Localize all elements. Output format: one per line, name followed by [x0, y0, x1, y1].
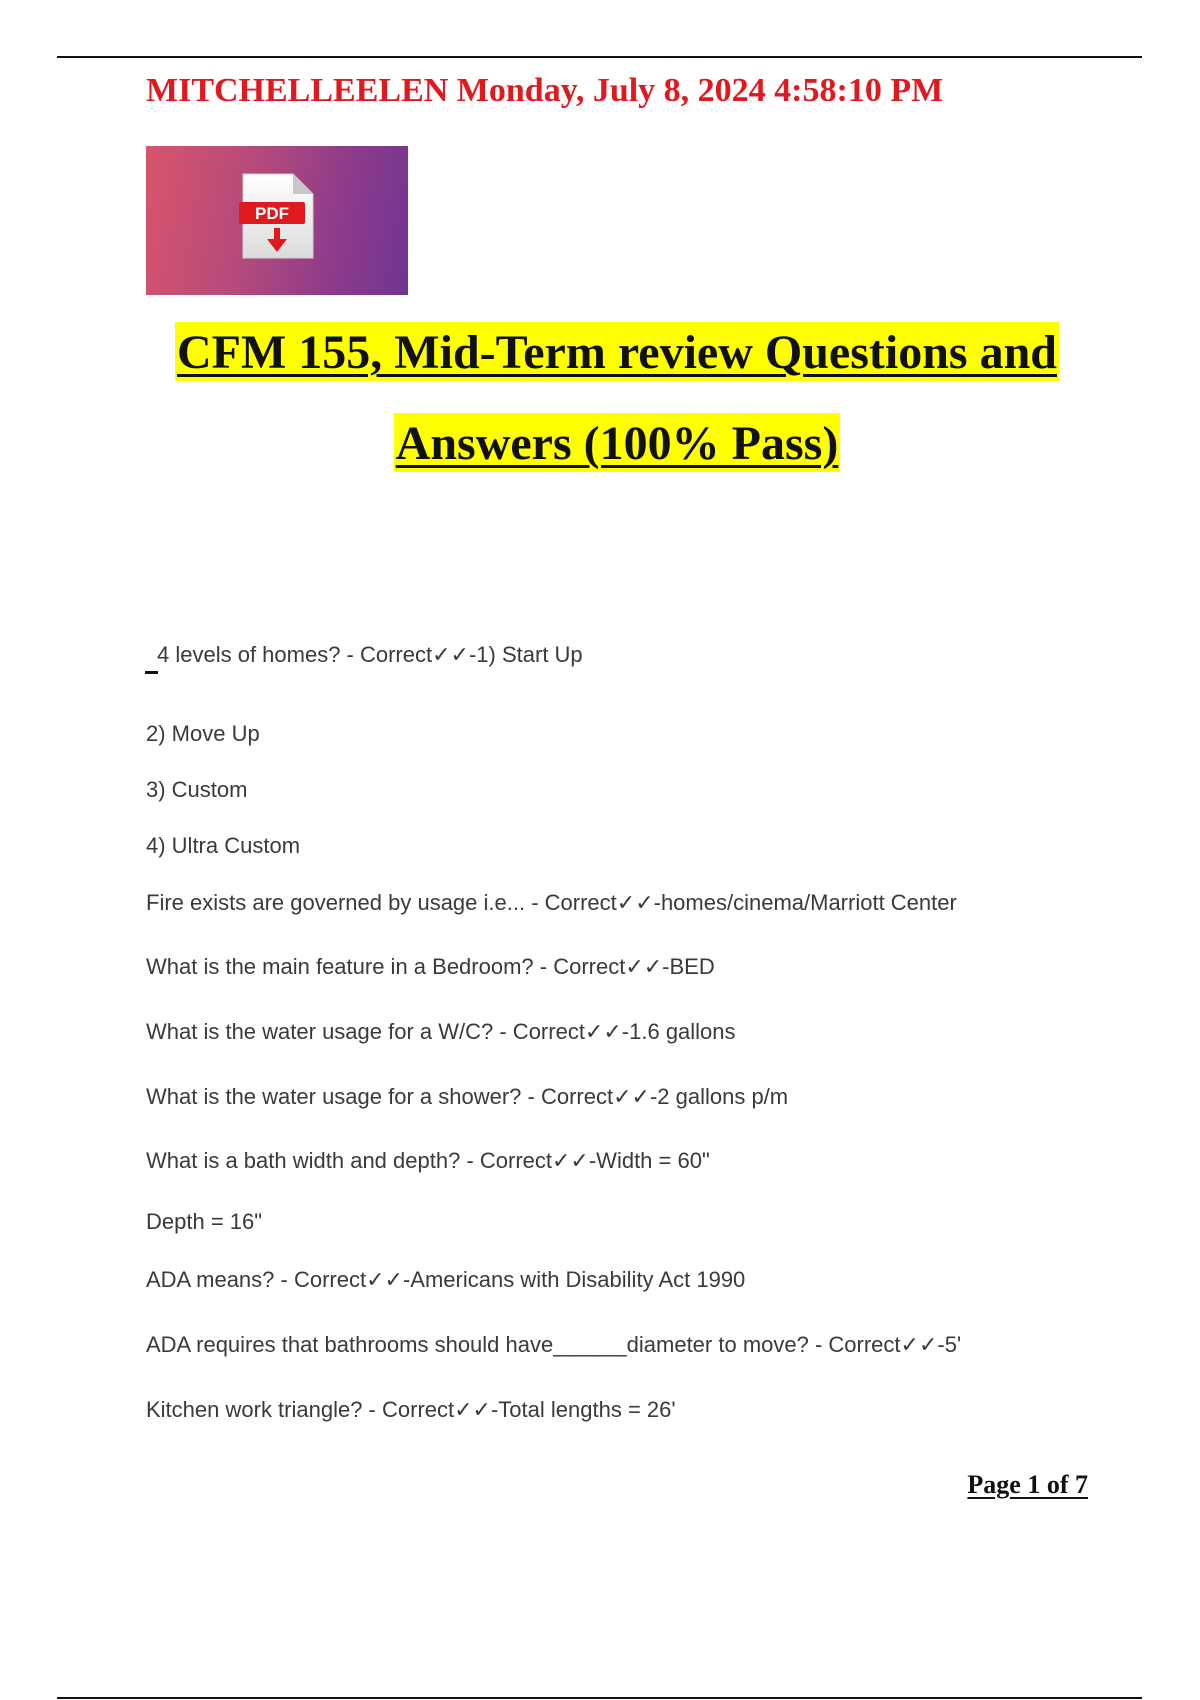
- qa-line: What is the water usage for a shower? - Correct✓✓-2 gallons p/m: [146, 1084, 789, 1109]
- qa-line: Depth = 16": [146, 1209, 263, 1234]
- page-number: Page 1 of 7: [967, 1470, 1088, 1499]
- text-cursor-mark: [145, 671, 158, 674]
- pdf-download-thumbnail[interactable]: [146, 146, 408, 295]
- document-title-line-2: Answers (100% Pass): [17, 420, 1200, 468]
- qa-line: Kitchen work triangle? - Correct✓✓-Total lengths = 26': [146, 1397, 676, 1422]
- qa-line: 2) Move Up: [146, 721, 260, 746]
- qa-line: Fire exists are governed by usage i.e... - Correct✓✓-homes/cinema/Marriott Center: [146, 890, 957, 915]
- header-stamp: MITCHELLEELEN Monday, July 8, 2024 4:58:10 PM: [146, 72, 944, 109]
- qa-line: 4 levels of homes? - Correct✓✓-1) Start Up: [157, 642, 583, 667]
- qa-line: 4) Ultra Custom: [146, 833, 301, 858]
- qa-line: ADA means? - Correct✓✓-Americans with Disability Act 1990: [146, 1267, 746, 1292]
- qa-line: What is the main feature in a Bedroom? - Correct✓✓-BED: [146, 954, 715, 979]
- qa-line: ADA requires that bathrooms should have______diameter to move? - Correct✓✓-5': [146, 1332, 962, 1357]
- bottom-rule: [57, 1697, 1142, 1699]
- qa-line: What is the water usage for a W/C? - Correct✓✓-1.6 gallons: [146, 1019, 736, 1044]
- qa-line: 3) Custom: [146, 777, 248, 802]
- top-rule: [57, 56, 1142, 58]
- qa-line: What is a bath width and depth? - Correct✓✓-Width = 60": [146, 1148, 710, 1173]
- pdf-badge-text: PDF: [255, 204, 289, 223]
- pdf-download-icon: [239, 172, 315, 260]
- document-title-line-1: CFM 155, Mid-Term review Questions and: [17, 329, 1200, 377]
